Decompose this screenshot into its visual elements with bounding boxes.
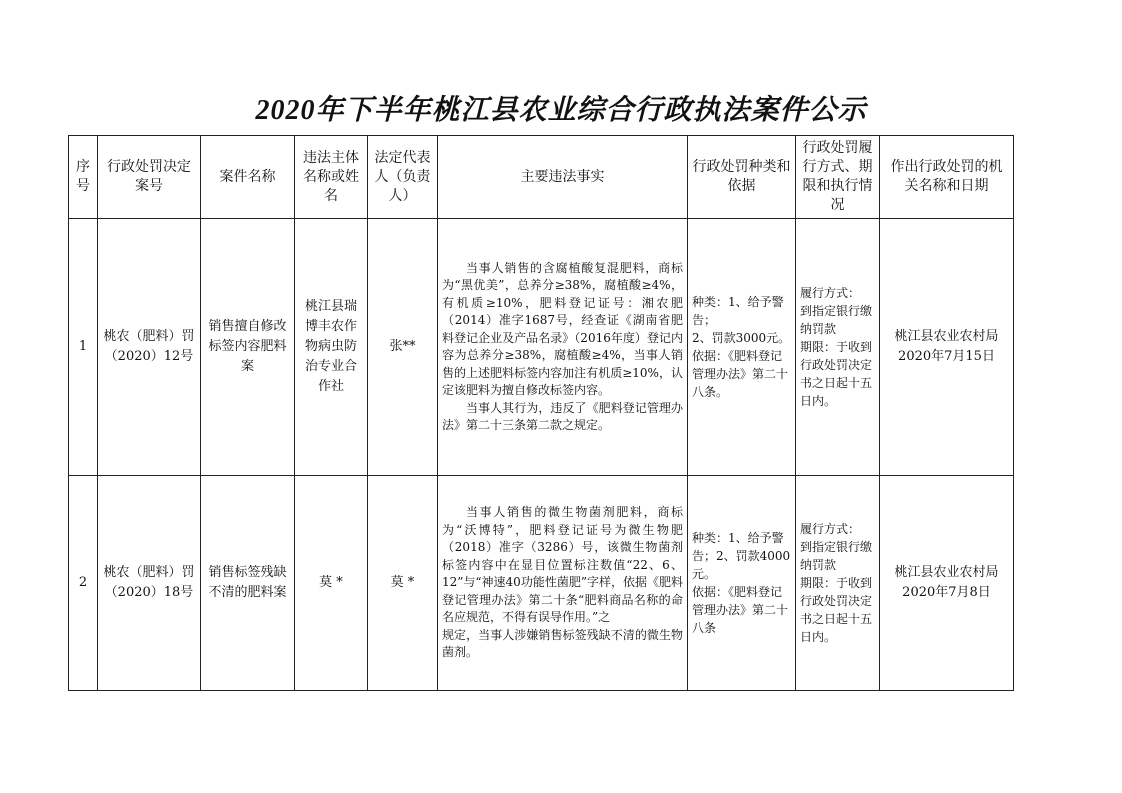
cell-seq: 2 bbox=[69, 476, 98, 691]
penalty-fine: 2、罚款3000元。 bbox=[692, 331, 791, 345]
authority-date: 2020年7月8日 bbox=[902, 585, 991, 600]
header-case-name: 案件名称 bbox=[201, 136, 295, 219]
penalty-basis: 依据：《肥料登记管理办法》第二十八条。 bbox=[692, 349, 789, 399]
facts-paragraph: 当事人销售的含腐植酸复混肥料，商标为“黑优美”，总养分≥38%，腐植酸≥4%，有机质≥10%，肥料登记证号：湘农肥（2014）准字1687号，经查证《湖南省肥料登记企业及产品名录》（2016年度）登记内容为总养分≥38%，腐植酸≥4%，当事人销售的上述肥料标签内容加注有机质≥10%，认定该肥料为擅自修改标签内容。 bbox=[442, 260, 683, 397]
table-row bbox=[69, 476, 1014, 691]
facts-paragraph: 当事人销售的微生物菌剂肥料，商标为“沃博特”，肥料登记证号为微生物肥（2018）准字（3286）号，该微生物菌剂标签内容中在显目位置标注数值“22、6、12”与“神速40功能性菌肥”字样，依据《肥料登记管理办法》第二十条“肥料商品名称的命名应规范，不得有误导作用。”之 bbox=[442, 505, 683, 625]
perform-method: 履行方式： bbox=[800, 286, 861, 300]
perform-deadline: 期限：于收到行政处罚决定书之日起十五日内。 bbox=[800, 340, 873, 408]
perform-detail: 到指定银行缴纳罚款 bbox=[800, 540, 873, 572]
header-performance: 行政处罚履行方式、期限和执行情况 bbox=[796, 136, 880, 219]
cell-decision-no: 桃农（肥料）罚（2020）12号 bbox=[98, 219, 201, 476]
perform-deadline: 期限：于收到行政处罚决定书之日起十五日内。 bbox=[800, 576, 873, 644]
authority-date: 2020年7月15日 bbox=[898, 349, 995, 364]
facts-paragraph: 规定，当事人涉嫌销售标签残缺不清的微生物菌剂。 bbox=[442, 627, 683, 660]
perform-detail: 到指定银行缴纳罚款 bbox=[800, 304, 873, 336]
penalty-type: 种类：1、给予警告；2、罚款4000元。 bbox=[692, 531, 791, 581]
header-seq: 序号 bbox=[69, 136, 98, 219]
cell-authority bbox=[880, 219, 1014, 476]
cell-penalty bbox=[688, 219, 796, 476]
penalty-type: 种类：1、给予警告； bbox=[692, 295, 784, 327]
perform-method: 履行方式： bbox=[800, 522, 861, 536]
facts-paragraph: 当事人其行为，违反了《肥料登记管理办法》第二十三条第二款之规定。 bbox=[442, 400, 683, 432]
header-facts: 主要违法事实 bbox=[438, 136, 688, 219]
page-title: 2020年下半年桃江县农业综合行政执法案件公示 bbox=[255, 95, 867, 126]
table-row bbox=[69, 219, 1014, 476]
header-penalty: 行政处罚种类和依据 bbox=[688, 136, 796, 219]
cell-legal-rep: 张** bbox=[368, 219, 438, 476]
header-violator: 违法主体名称或姓名 bbox=[295, 136, 368, 219]
cell-penalty bbox=[688, 476, 796, 691]
header-legal-rep: 法定代表人（负责人） bbox=[368, 136, 438, 219]
header-authority: 作出行政处罚的机关名称和日期 bbox=[880, 136, 1014, 219]
cell-case-name: 销售标签残缺不清的肥料案 bbox=[201, 476, 295, 691]
cell-case-name: 销售擅自修改标签内容肥料案 bbox=[201, 219, 295, 476]
header-decision-no: 行政处罚决定案号 bbox=[98, 136, 201, 219]
cell-performance bbox=[796, 476, 880, 691]
cell-legal-rep: 莫 * bbox=[368, 476, 438, 691]
cell-violator: 桃江县瑞博丰农作物病虫防治专业合作社 bbox=[295, 219, 368, 476]
cell-facts bbox=[438, 219, 688, 476]
cell-decision-no: 桃农（肥料）罚（2020）18号 bbox=[98, 476, 201, 691]
cell-facts bbox=[438, 476, 688, 691]
cell-violator: 莫 * bbox=[295, 476, 368, 691]
penalty-basis: 依据：《肥料登记管理办法》第二十八条 bbox=[692, 585, 789, 635]
cases-table bbox=[68, 135, 1014, 691]
cell-performance bbox=[796, 219, 880, 476]
authority-name: 桃江县农业农村局 bbox=[894, 329, 999, 344]
header-row bbox=[69, 136, 1014, 219]
cell-authority bbox=[880, 476, 1014, 691]
authority-name: 桃江县农业农村局 bbox=[894, 565, 999, 580]
cell-seq: 1 bbox=[69, 219, 98, 476]
